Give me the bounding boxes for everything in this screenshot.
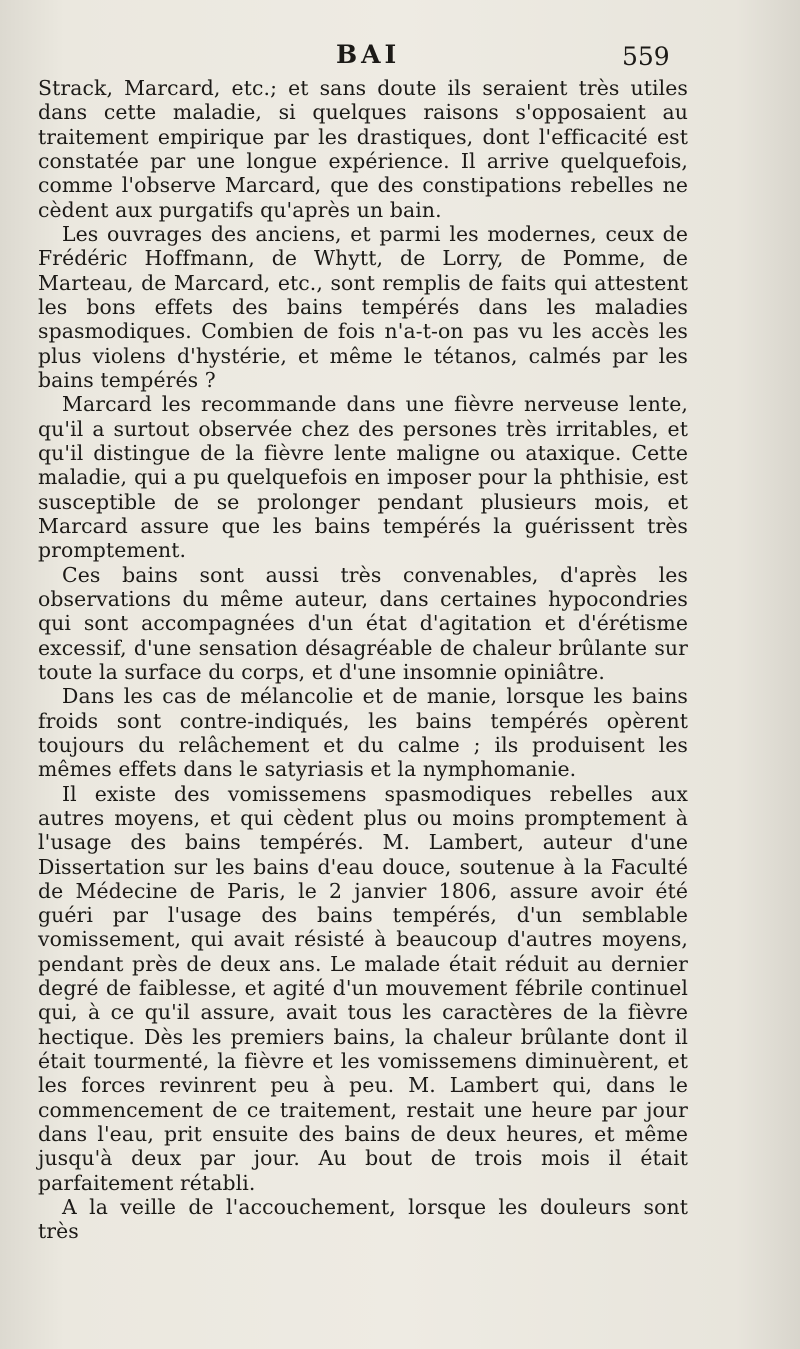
running-head: BAI [336, 40, 401, 69]
paragraph-childbirth: A la veille de l'accouchement, lorsque les douleurs sont très [38, 1195, 688, 1244]
paragraph-melancholy-mania: Dans les cas de mélancolie et de manie, lorsque les bains froids sont contre-indiqués, les bains tempérés opèrent toujours du relâchement et du calme ; ils produisent les mêmes effets dans le satyriasis et la nymphomanie. [38, 684, 688, 782]
paragraph-nervous-fever: Marcard les recommande dans une fièvre nerveuse lente, qu'il a surtout observée chez des persones très irritables, et qu'il distingue de la fièvre lente maligne ou ataxique. Cette maladie, qui a pu quelquefois en imposer pour la phthisie, est susceptible de se prolonger pendant plusieurs mois, et Marcard assure que les bains tempérés la guérissent très promptement. [38, 392, 688, 563]
paragraph-vomiting-lambert: Il existe des vomissemens spasmodiques rebelles aux autres moyens, et qui cèdent plus ou moins promptement à l'usage des bains tempérés. M. Lambert, auteur d'une Dissertation sur les bains d'eau douce, soutenue à la Faculté de Médecine de Paris, le 2 janvier 1806, assure avoir été guéri par l'usage des bains tempérés, d'un semblable vomissement, qui avait résisté à beaucoup d'autres moyens, pendant près de deux ans. Le malade était réduit au dernier degré de faiblesse, et agité d'un mouvement fébrile continuel qui, à ce qu'il assure, avait tous les caractères de la fièvre hectique. Dès les premiers bains, la chaleur brûlante dont il était tourmenté, la fièvre et les vomissemens diminuèrent, et les forces revinrent peu à peu. M. Lambert qui, dans le commencement de ce traitement, restait une heure par jour dans l'eau, prit ensuite des bains de deux heures, et même jusqu'à deux par jour. Au bout de trois mois il était parfaitement rétabli. [38, 781, 688, 1195]
page-number: 559 [622, 42, 670, 71]
paragraph-constipation: Strack, Marcard, etc.; et sans doute ils seraient très utiles dans cette maladie, si quelques raisons s'opposaient au traitement empirique par les drastiques, dont l'efficacité est constatée par une longue expérience. Il arrive quelquefois, comme l'observe Marcard, que des constipations rebelles ne cèdent aux purgatifs qu'après un bain. [38, 76, 688, 222]
page-body [38, 76, 688, 1244]
paragraph-hypochondria: Ces bains sont aussi très convenables, d'après les observations du même auteur, dans certaines hypocondries qui sont accompagnées d'un état d'agitation et d'érétisme excessif, d'une sensation désagréable de chaleur brûlante sur toute la surface du corps, et d'une insomnie opiniâtre. [38, 562, 688, 684]
page-header [0, 40, 800, 76]
paragraph-spasmodic-diseases: Les ouvrages des anciens, et parmi les modernes, ceux de Frédéric Hoffmann, de Whytt, de Lorry, de Pomme, de Marteau, de Marcard, etc., sont remplis de faits qui attestent les bons effets des bains tempérés dans les maladies spasmodiques. Combien de fois n'a-t-on pas vu les accès les plus violens d'hystérie, et même le tétanos, calmés par les bains tempérés ? [38, 221, 688, 392]
